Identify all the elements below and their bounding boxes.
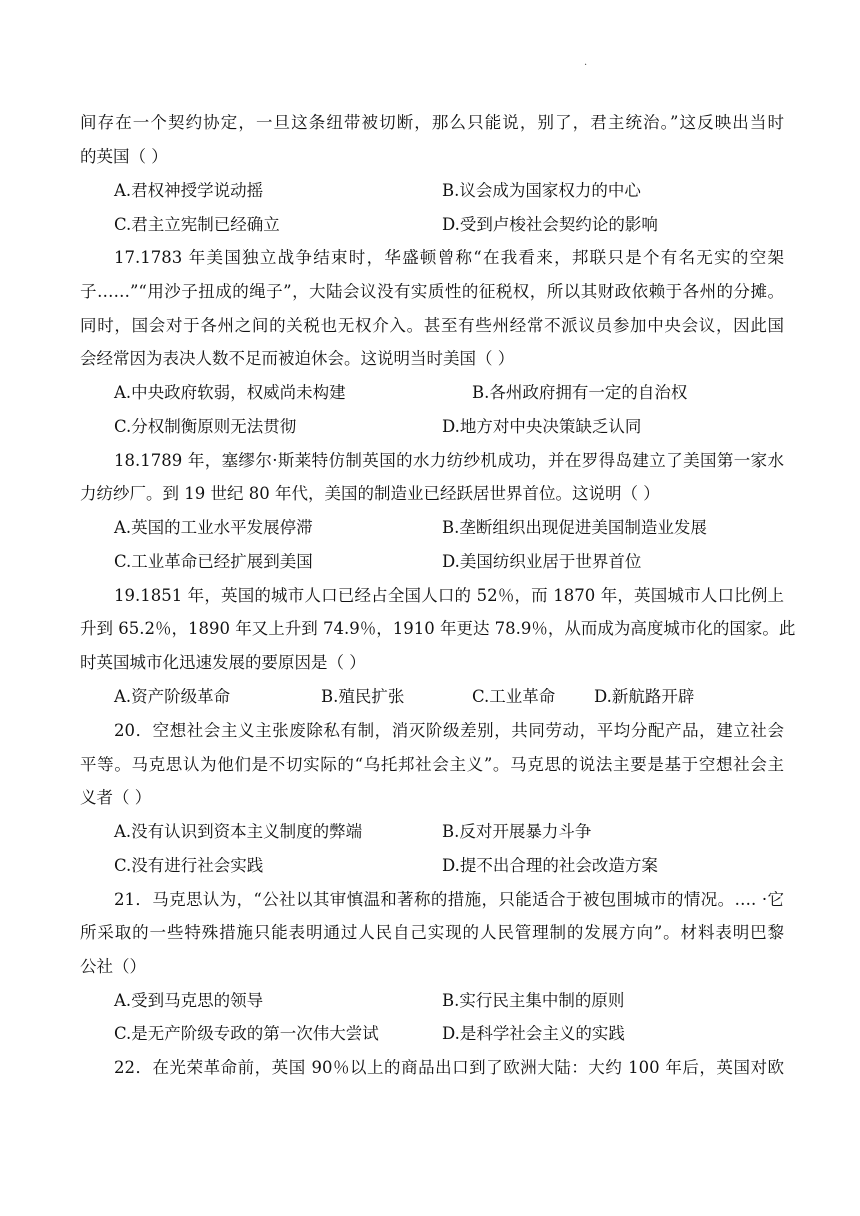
q21-stem-line-3: 公社（） bbox=[80, 957, 146, 976]
q17-stem-line-2: 子……”“用沙子扭成的绳子”，大陆会议没有实质性的征税权，所以其财政依赖于各州的分摊。 bbox=[80, 282, 784, 301]
q20-option-a[interactable]: A.没有认识到资本主义制度的弊端 bbox=[114, 822, 363, 841]
q19-stem-line-1: 19.1851 年，英国的城市人口已经占全国人口的 52％，而 1870 年，英国城市人口比例上 bbox=[114, 586, 784, 605]
q20-option-b[interactable]: B.反对开展暴力斗争 bbox=[442, 822, 592, 841]
q17-option-c[interactable]: C.分权制衡原则无法贯彻 bbox=[114, 417, 297, 436]
q21-option-d[interactable]: D.是科学社会主义的实践 bbox=[442, 1024, 625, 1043]
q20-option-d[interactable]: D.提不出合理的社会改造方案 bbox=[442, 856, 658, 875]
q21-stem-line-1: 21．马克思认为，“公社以其审慎温和著称的措施，只能适合于被包围城市的情况。…. ·它 bbox=[114, 890, 784, 909]
q22-stem-line-1: 22．在光荣革命前，英国 90％以上的商品出口到了欧洲大陆：大约 100 年后，英国对欧 bbox=[114, 1058, 784, 1077]
q18-option-b[interactable]: B.垄断组织出现促进美国制造业发展 bbox=[442, 518, 707, 537]
q18-option-a[interactable]: A.英国的工业水平发展停滞 bbox=[114, 518, 313, 537]
q16-stem-line-1: 间存在一个契约协定，一旦这条纽带被切断，那么只能说，别了，君主统治。”这反映出当时 bbox=[80, 113, 784, 132]
q19-option-b[interactable]: B.殖民扩张 bbox=[321, 687, 405, 706]
q16-option-a[interactable]: A.君权神授学说动摇 bbox=[114, 181, 264, 200]
q19-option-a[interactable]: A.资产阶级革命 bbox=[114, 687, 231, 706]
q18-stem-line-2: 力纺纱厂。到 19 世纪 80 年代，美国的制造业已经跃居世界首位。这说明（ ） bbox=[80, 484, 660, 503]
q21-option-c[interactable]: C.是无产阶级专政的第一次伟大尝试 bbox=[114, 1024, 379, 1043]
q18-option-c[interactable]: C.工业革命已经扩展到美国 bbox=[114, 552, 313, 571]
q17-option-a[interactable]: A.中央政府软弱，权威尚未构建 bbox=[114, 383, 346, 402]
q21-option-b[interactable]: B.实行民主集中制的原则 bbox=[442, 991, 625, 1010]
q20-option-c[interactable]: C.没有进行社会实践 bbox=[114, 856, 264, 875]
q17-option-b[interactable]: B.各州政府拥有一定的自治权 bbox=[472, 383, 688, 402]
q17-stem-line-3: 同时，国会对于各州之间的关税也无权介入。甚至有些州经常不派议员参加中央会议，因此国 bbox=[80, 316, 784, 335]
q19-option-d[interactable]: D.新航路开辟 bbox=[594, 687, 695, 706]
q17-stem-line-4: 会经常因为表决人数不足而被迫休会。这说明当时美国（ ） bbox=[80, 349, 515, 368]
q17-stem-line-1: 17.1783 年美国独立战争结束时，华盛顿曾称“在我看来，邦联只是个有名无实的空架 bbox=[114, 248, 784, 267]
q19-stem-line-2: 升到 65.2％，1890 年又上升到 74.9％，1910 年更达 78.9％，从而成为高度城市化的国家。此 bbox=[80, 619, 796, 638]
q18-option-d[interactable]: D.美国纺织业居于世界首位 bbox=[442, 552, 642, 571]
q20-stem-line-1: 20．空想社会主义主张废除私有制，消灭阶级差别，共同劳动，平均分配产品，建立社会 bbox=[114, 721, 784, 740]
q21-option-a[interactable]: A.受到马克思的领导 bbox=[114, 991, 264, 1010]
q16-option-b[interactable]: B.议会成为国家权力的中心 bbox=[442, 181, 641, 200]
q19-stem-line-3: 时英国城市化迅速发展的要原因是（ ） bbox=[80, 653, 366, 672]
q16-stem-line-2: 的英国（ ） bbox=[80, 147, 168, 166]
q17-option-d[interactable]: D.地方对中央决策缺乏认同 bbox=[442, 417, 642, 436]
q21-stem-line-2: 所采取的一些特殊措施只能表明通过人民自己实现的人民管理制的发展方向”。材料表明巴黎 bbox=[80, 923, 784, 942]
q20-stem-line-3: 义者（ ） bbox=[80, 788, 152, 807]
q16-option-d[interactable]: D.受到卢梭社会契约论的影响 bbox=[442, 215, 658, 234]
q18-stem-line-1: 18.1789 年，塞缪尔·斯莱特仿制英国的水力纺纱机成功，并在罗得岛建立了美国第一家水 bbox=[114, 451, 784, 470]
header-dot: · bbox=[584, 60, 588, 71]
q19-option-c[interactable]: C.工业革命 bbox=[472, 687, 556, 706]
q20-stem-line-2: 平等。马克思认为他们是不切实际的“乌托邦社会主义”。马克思的说法主要是基于空想社会主 bbox=[80, 755, 784, 774]
q16-option-c[interactable]: C.君主立宪制已经确立 bbox=[114, 215, 280, 234]
